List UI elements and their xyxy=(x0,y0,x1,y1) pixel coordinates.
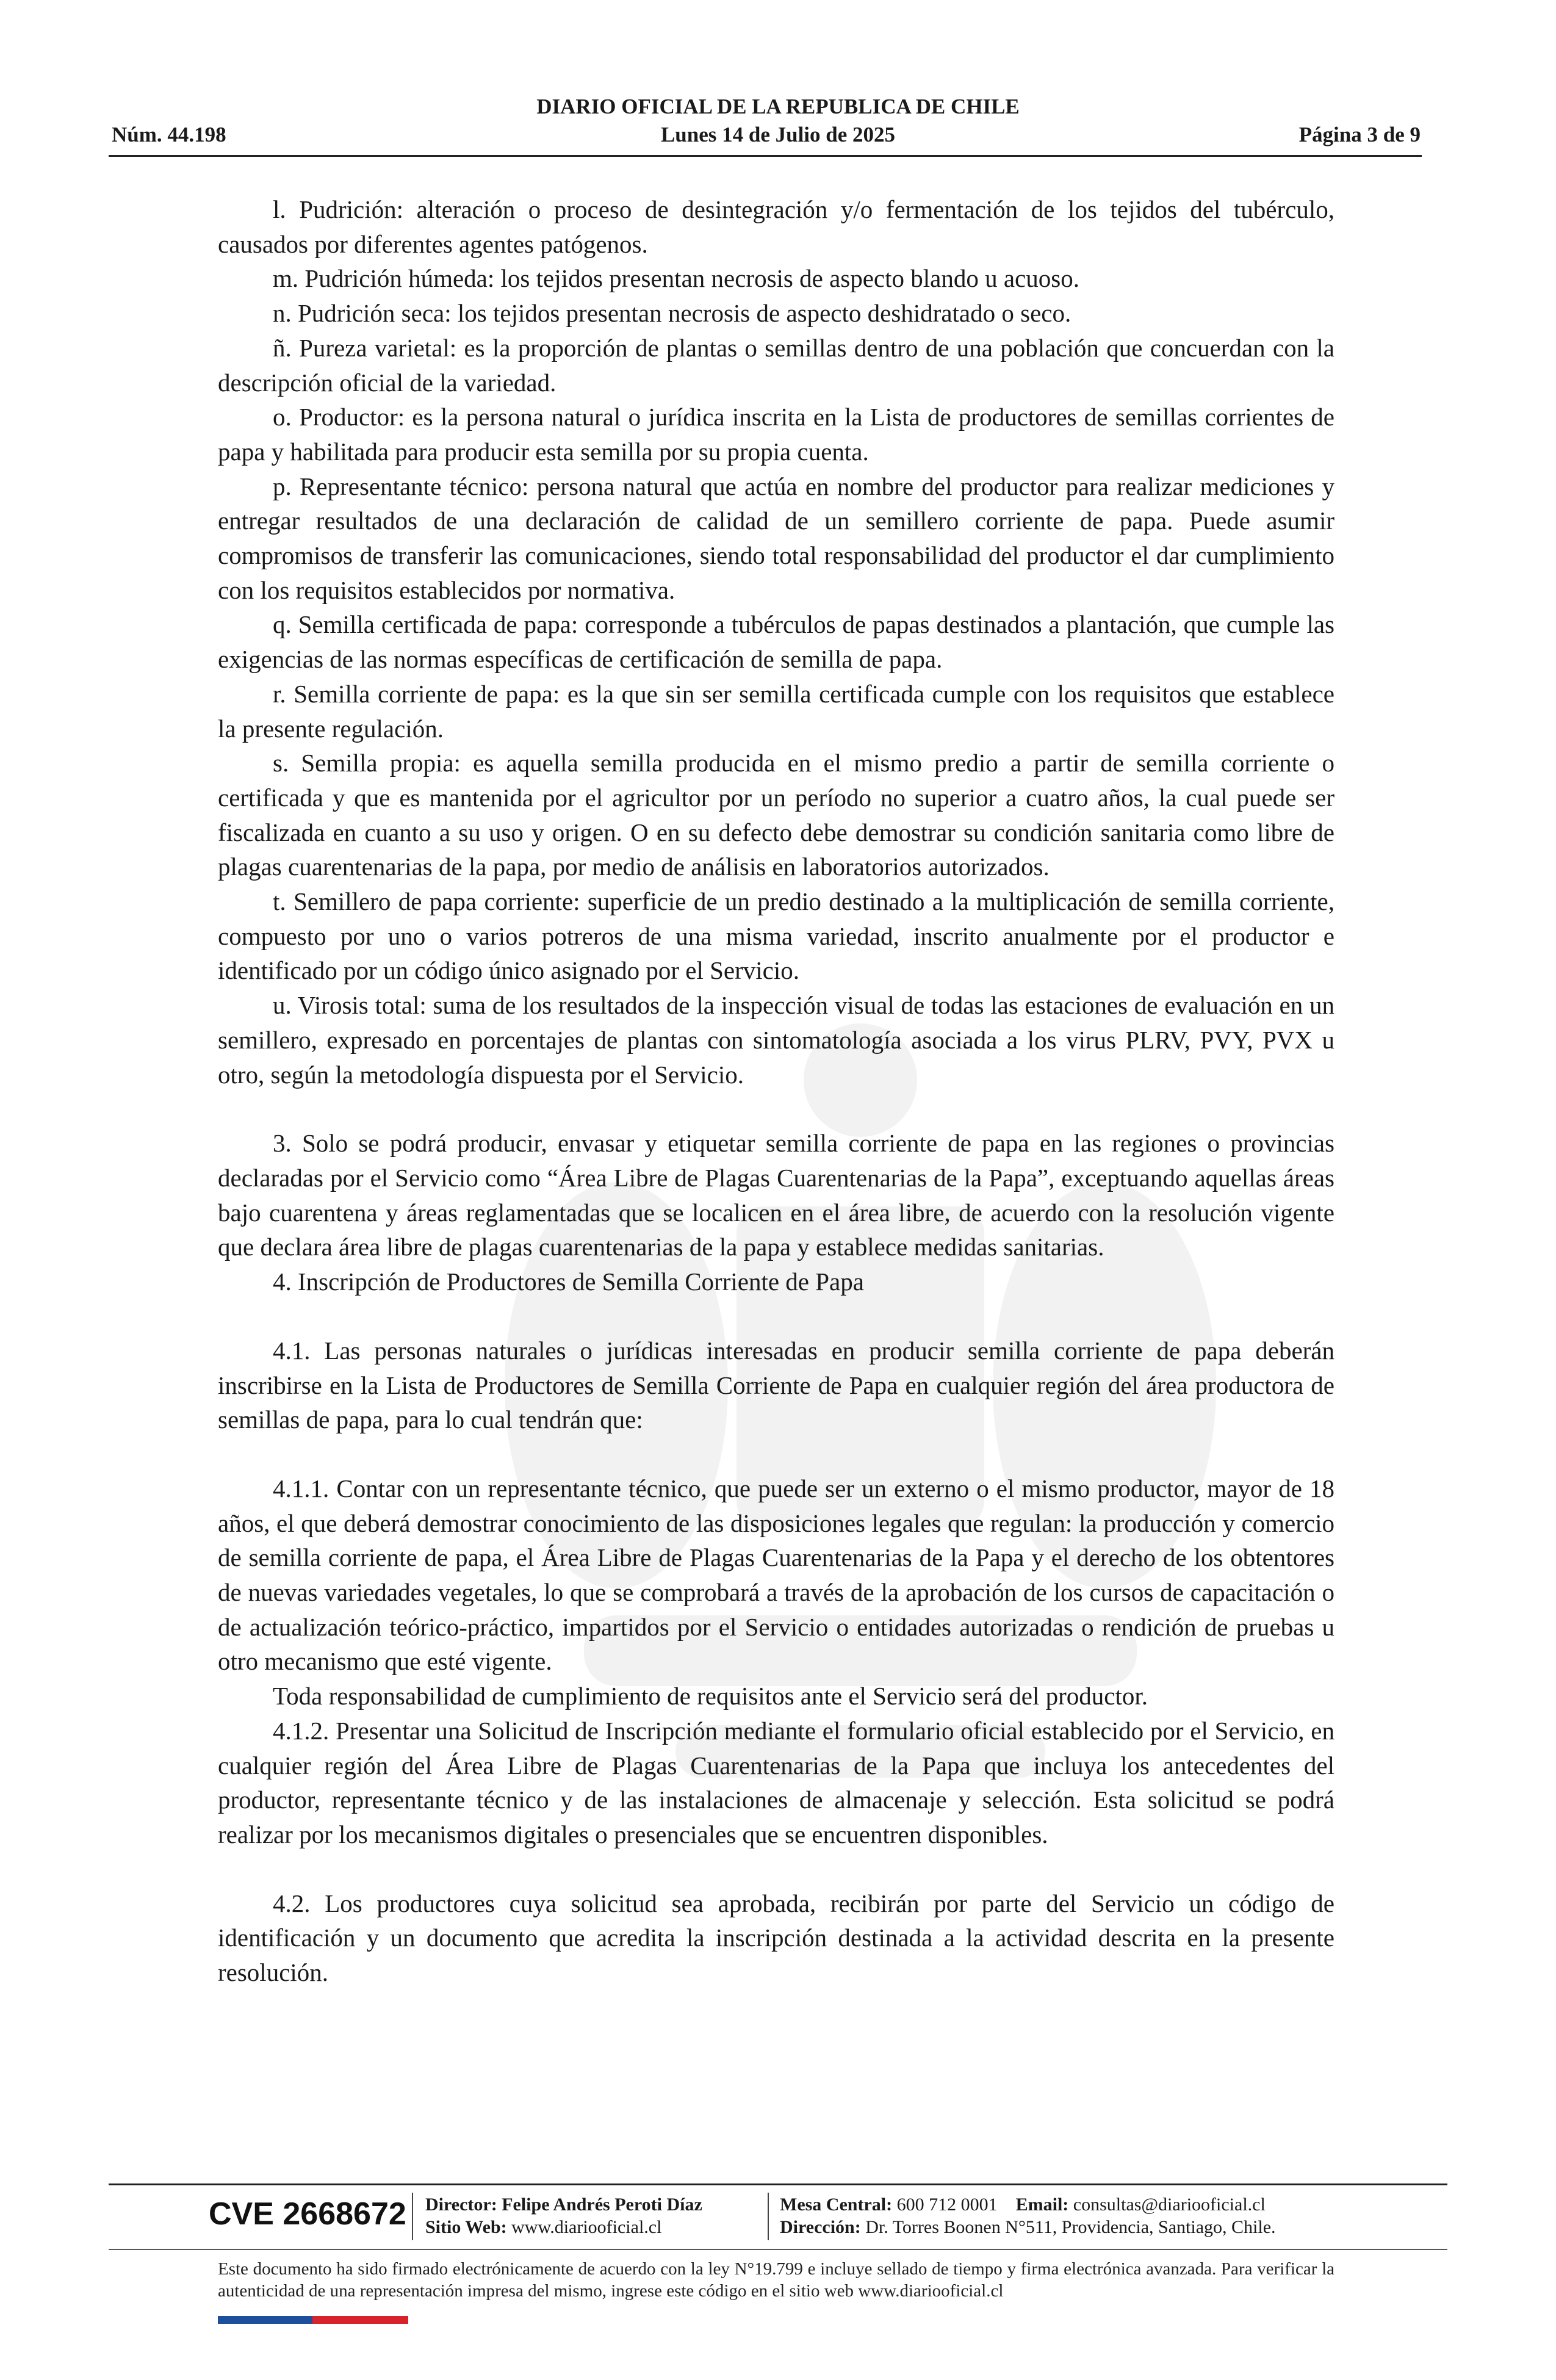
section-heading: 4. Inscripción de Productores de Semilla Corriente de Papa xyxy=(273,1268,864,1296)
paragraph: 4.2. Los productores cuya solicitud sea aprobada, recibirán por parte del Servicio un código de identificación y un documento que acredita la inscripción destinada a la actividad descrita en la presente resolución. xyxy=(218,1889,1334,1987)
paragraph: q. Semilla certificada de papa: corresponde a tubérculos de papas destinados a plantación, que cumple las exigencias de las normas específicas de certificación de semilla de papa. xyxy=(218,610,1334,674)
footer-separator xyxy=(412,2193,413,2240)
issue-date: Lunes 14 de Julio de 2025 xyxy=(660,123,896,146)
spacer xyxy=(218,1092,1334,1126)
cve-code: CVE 2668672 xyxy=(209,2196,406,2232)
footer-contact-block xyxy=(780,2193,1276,2238)
spacer xyxy=(218,1852,1334,1886)
paragraph: s. Semilla propia: es aquella semilla producida en el mismo predio a partir de semilla corriente o certificada y que es mantenida por el agricultor por un período no superior a cuatro años, la cual puede ser fiscalizada en cuanto a su uso y origen. O en su defecto debe demostrar su condición sanitaria como libre de plagas cuarentenarias de la papa, por medio de análisis en laboratorios autorizados. xyxy=(218,749,1334,881)
mesa-label: Mesa Central: xyxy=(780,2194,893,2215)
paragraph: 3. Solo se podrá producir, envasar y etiquetar semilla corriente de papa en las regiones o provincias declaradas por el Servicio como “Área Libre de Plagas Cuarentenarias de la Papa”, exceptuando aquellas áreas bajo cuarentena y áreas reglamentadas que se localicen en el área libre, de acuerdo con la resolución vigente que declara área libre de plagas cuarentenarias de la papa y establece medidas sanitarias. xyxy=(218,1129,1334,1261)
paragraph: r. Semilla corriente de papa: es la que sin ser semilla certificada cumple con los requisitos que establece la presente regulación. xyxy=(218,679,1334,743)
director-label: Director: xyxy=(425,2194,497,2215)
paragraph: t. Semillero de papa corriente: superficie de un predio destinado a la multiplicación de semilla corriente, compuesto por uno o varios potreros de una misma variedad, inscrito anualmente por el productor e identificado por un código único asignado por el Servicio. xyxy=(218,887,1334,985)
spacer xyxy=(218,1299,1334,1333)
spacer xyxy=(218,1437,1334,1471)
site-link[interactable]: www.diariooficial.cl xyxy=(511,2217,662,2237)
paragraph: Toda responsabilidad de cumplimiento de requisitos ante el Servicio será del productor. xyxy=(273,1682,1148,1711)
page-number: Página 3 de 9 xyxy=(1298,123,1421,146)
site-label: Sitio Web: xyxy=(425,2217,507,2237)
paragraph: 4.1.2. Presentar una Solicitud de Inscripción mediante el formulario oficial establecido por el Servicio, en cualquier región del Área Libre de Plagas Cuarentenarias de la Papa que incluya los antecedentes del productor, representante técnico y de las instalaciones de almacenaje y selección. Esta solicitud se podrá realizar por los mecanismos digitales o presenciales que se encuentren disponibles. xyxy=(218,1716,1334,1848)
mesa-phone: 600 712 0001 xyxy=(896,2194,998,2215)
paragraph: 4.1. Las personas naturales o jurídicas interesadas en producir semilla corriente de papa deberán inscribirse en la Lista de Productores de Semilla Corriente de Papa en cualquier región del área productora de semillas de papa, para lo cual tendrán que: xyxy=(218,1336,1334,1434)
flag-blue-segment xyxy=(218,2316,312,2324)
header-divider xyxy=(109,155,1422,157)
paragraph: n. Pudrición seca: los tejidos presentan necrosis de aspecto deshidratado o seco. xyxy=(273,299,1072,328)
legal-notice: Este documento ha sido firmado electrónicamente de acuerdo con la ley N°19.799 e incluye sellado de tiempo y firma electrónica avanzada. Para verificar la autenticidad de una representación impresa del mismo, ingrese este código en el sitio web www.diariooficial.cl xyxy=(218,2259,1334,2301)
paragraph: p. Representante técnico: persona natural que actúa en nombre del productor para realizar mediciones y entregar resultados de una declaración de calidad de un semillero corriente de papa. Puede asumir compromisos de transferir las comunicaciones, siendo total responsabilidad del productor el dar cumplimiento con los requisitos establecidos por normativa. xyxy=(218,472,1334,604)
document-body xyxy=(218,192,1334,1990)
flag-red-segment xyxy=(312,2316,408,2324)
email-label: Email: xyxy=(1015,2194,1069,2215)
email-link[interactable]: consultas@diariooficial.cl xyxy=(1073,2194,1266,2215)
issue-number: Núm. 44.198 xyxy=(112,123,226,146)
address-label: Dirección: xyxy=(780,2217,861,2237)
paragraph: l. Pudrición: alteración o proceso de desintegración y/o fermentación de los tejidos del tubérculo, causados por diferentes agentes patógenos. xyxy=(218,195,1334,258)
newspaper-title: DIARIO OFICIAL DE LA REPUBLICA DE CHILE xyxy=(536,95,1020,118)
footer-divider xyxy=(109,2183,1447,2185)
footer-divider xyxy=(109,2249,1447,2250)
footer-director-block xyxy=(425,2193,702,2238)
footer-separator xyxy=(768,2193,769,2240)
paragraph: m. Pudrición húmeda: los tejidos presentan necrosis de aspecto blando u acuoso. xyxy=(273,264,1079,293)
paragraph: ñ. Pureza varietal: es la proporción de plantas o semillas dentro de una población que concuerdan con la descripción oficial de la variedad. xyxy=(218,333,1334,397)
paragraph: 4.1.1. Contar con un representante técnico, que puede ser un externo o el mismo productor, mayor de 18 años, el que deberá demostrar conocimiento de las disposiciones legales que regulan: la producción y comercio de semilla corriente de papa, el Área Libre de Plagas Cuarentenarias de la Papa y el derecho de los obtentores de nuevas variedades vegetales, lo que se comprobará a través de la aprobación de los cursos de capacitación o de actualización teórico-práctico, impartidos por el Servicio o entidades autorizadas o rendición de pruebas u otro mecanismo que esté vigente. xyxy=(218,1474,1334,1676)
paragraph: o. Productor: es la persona natural o jurídica inscrita en la Lista de productores de semillas corrientes de papa y habilitada para producir esta semilla por su propia cuenta. xyxy=(218,403,1334,466)
flag-bar xyxy=(218,2316,408,2324)
director-name: Felipe Andrés Peroti Díaz xyxy=(502,2194,702,2215)
paragraph: u. Virosis total: suma de los resultados de la inspección visual de todas las estaciones de evaluación en un semillero, expresado en porcentajes de plantas con sintomatología asociada a los virus PLRV, PVY, PVX u otro, según la metodología dispuesta por el Servicio. xyxy=(218,991,1334,1089)
address-value: Dr. Torres Boonen N°511, Providencia, Santiago, Chile. xyxy=(865,2217,1276,2237)
